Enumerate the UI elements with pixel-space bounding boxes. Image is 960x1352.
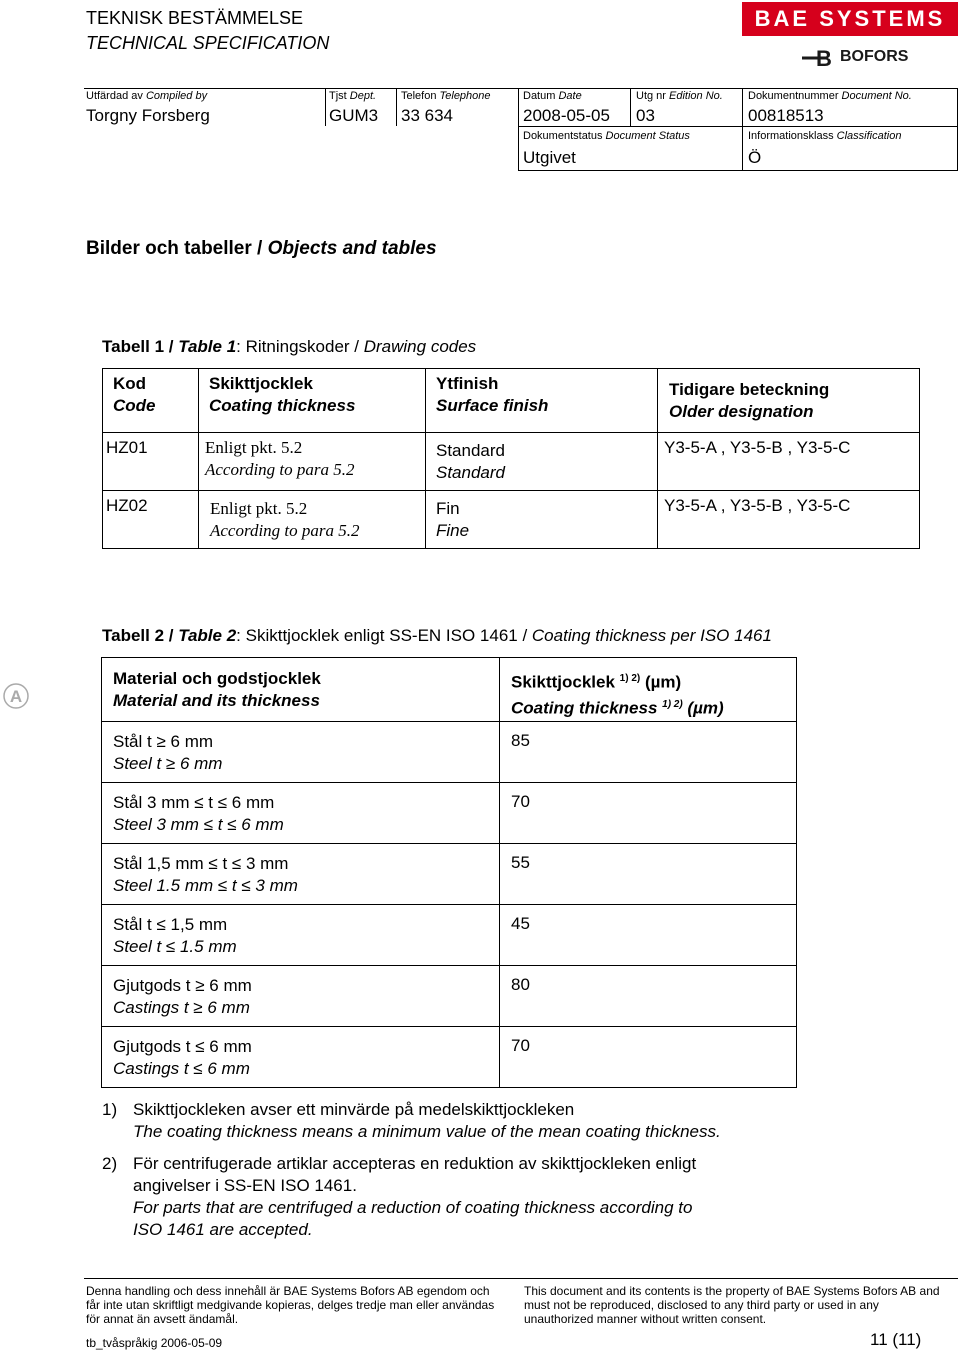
classification-label: Informationsklass Classification	[748, 130, 902, 142]
status-value: Utgivet	[523, 148, 576, 167]
t1-row1-thickness: Enligt pkt. 5.2 According to para 5.2	[205, 438, 355, 479]
t2-header-material: Material och godstjocklek Material and its thickness	[113, 669, 321, 710]
compiled-by-label: Utfärdad av Compiled by	[86, 90, 208, 102]
compiled-by-value: Torgny Forsberg	[86, 106, 210, 125]
footer-legal-en: This document and its contents is the property of BAE Systems Bofors AB and must not be reproduced, disclosed to any third party or used in any unauthorized manner without written consent.	[524, 1284, 940, 1326]
logo-wordmark: BAE SYSTEMS	[742, 2, 958, 36]
t1-row2-finish: Fin Fine	[436, 499, 470, 540]
t2-row2-material: Stål 3 mm ≤ t ≤ 6 mm Steel 3 mm ≤ t ≤ 6 mm	[113, 793, 284, 834]
section-title: Bilder och tabeller / Objects and tables	[86, 238, 437, 259]
t2-row1-material: Stål t ≥ 6 mm Steel t ≥ 6 mm	[113, 732, 223, 773]
t1-row2-thickness: Enligt pkt. 5.2 According to para 5.2	[210, 499, 360, 540]
t2-row5-value: 80	[511, 975, 530, 994]
t1-row2-code: HZ02	[106, 496, 148, 515]
t2-row6-material: Gjutgods t ≤ 6 mm Castings t ≤ 6 mm	[113, 1037, 252, 1078]
t2-row6-value: 70	[511, 1036, 530, 1055]
date-label: Datum Date	[523, 90, 582, 102]
t1-header-finish: Ytfinish Surface finish	[436, 374, 549, 415]
edition-label: Utg nr Edition No.	[636, 90, 723, 102]
t2-header-coating: Skikttjocklek $^{1) 2)}$ (µm) Coating thickness $^{1) 2)}$ (µm)	[511, 672, 724, 718]
svg-text:B: B	[816, 46, 832, 70]
footer-template: tb_tvåspråkig 2006-05-09	[86, 1336, 223, 1350]
docnum-value: 00818513	[748, 106, 824, 125]
t2-row4-value: 45	[511, 914, 530, 933]
t2-row3-value: 55	[511, 853, 530, 872]
t1-row1-older: Y3-5-A , Y3-5-B , Y3-5-C	[664, 438, 851, 457]
footer-legal-sv: Denna handling och dess innehåll är BAE Systems Bofors AB egendom och får inte utan skriftligt medgivande kopieras, delges tredje man eller användas för annat än avsett ändamål.	[86, 1284, 495, 1326]
logo-bofors: BOFORS	[840, 48, 909, 65]
t1-row2-older: Y3-5-A , Y3-5-B , Y3-5-C	[664, 496, 851, 515]
table2-caption: Tabell 2 / Table 2: Skikttjocklek enligt SS-EN ISO 1461 / Coating thickness per ISO 1461	[102, 626, 772, 645]
t1-header-code: Kod Code	[113, 374, 156, 415]
title-swedish: TEKNISK BESTÄMMELSE	[86, 8, 304, 28]
classification-value: Ö	[748, 148, 762, 167]
t1-row1-code: HZ01	[106, 438, 148, 457]
t2-row3-material: Stål 1,5 mm ≤ t ≤ 3 mm Steel 1.5 mm ≤ t ≤ 3 mm	[113, 854, 298, 895]
note-2: 2) För centrifugerade artiklar accepteras en reduktion av skikttjockleken enligt angivelser i SS-EN ISO 1461. For parts that are centrifuged a reduction of coating thickness according to ISO 1461 are accepted.	[102, 1154, 697, 1239]
t2-row5-material: Gjutgods t ≥ 6 mm Castings t ≥ 6 mm	[113, 976, 252, 1017]
page-number: 11 (11)	[870, 1330, 922, 1349]
dept-label: Tjst Dept.	[329, 90, 377, 102]
t2-row2-value: 70	[511, 792, 530, 811]
dept-value: GUM3	[329, 106, 379, 125]
date-value: 2008-05-05	[523, 106, 610, 125]
document-type	[86, 6, 329, 56]
t1-header-thickness: Skikttjocklek Coating thickness	[209, 374, 356, 415]
svg-text:A: A	[9, 687, 23, 706]
phone-value: 33 634	[401, 106, 453, 125]
status-label: Dokumentstatus Document Status	[523, 130, 690, 142]
table1-caption: Tabell 1 / Table 1: Ritningskoder / Drawing codes	[102, 337, 477, 356]
bae-systems-logo	[742, 2, 958, 72]
edition-value: 03	[636, 106, 655, 125]
t1-row1-finish: Standard Standard	[436, 441, 505, 482]
t1-header-older: Tidigare beteckning Older designation	[669, 380, 830, 421]
docnum-label: Dokumentnummer Document No.	[748, 90, 912, 102]
phone-label: Telefon Telephone	[401, 90, 491, 102]
t2-row1-value: 85	[511, 731, 530, 750]
t2-row4-material: Stål t ≤ 1,5 mm Steel t ≤ 1.5 mm	[113, 915, 237, 956]
title-english: TECHNICAL SPECIFICATION	[86, 33, 330, 53]
note-1: 1) Skikttjockleken avser ett minvärde på medelskikttjockleken The coating thickness means a minimum value of the mean coating thickness.	[102, 1100, 721, 1141]
revision-mark-icon	[2, 682, 30, 710]
